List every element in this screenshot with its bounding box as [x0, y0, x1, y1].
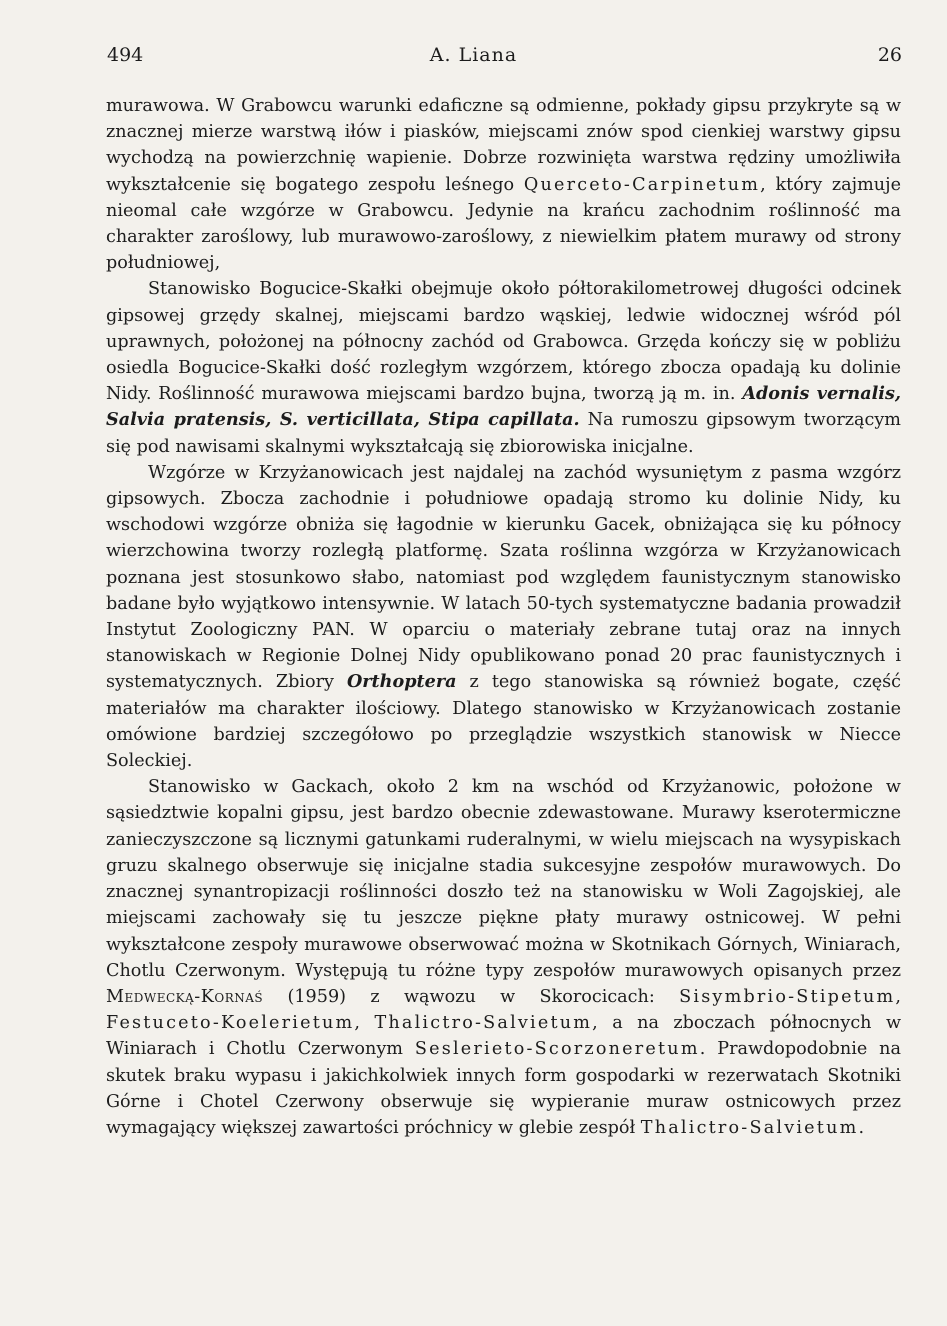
paragraph	[106, 460, 901, 774]
text-run: murawowa. W Grabowcu warunki edaficzne są odmienne, pokłady gipsu przykryte są w znacznej mierze warstwą iłów i piasków, miejscami znów spod cienkiej warstwy gipsu wychodzą na powierzchnię wapienie. Dobrze rozwinięta warstwa rędziny umożliwiła wykształcenie się bogatego zespołu leśnego	[106, 96, 901, 195]
text-run: Stanowisko w Gackach, około 2 km na wschód od Krzyżanowic, położone w sąsiedztwie kopalni gipsu, jest bardzo obecnie zdewastowane. Murawy kserotermiczne zanieczyszczone są licznymi gatunkami ruderalnymi, w wielu miejscach na wysypiskach gruzu skalnego obserwuje się inicjalne stadia sukcesyjne zespołów murawowych. Do znacznej synantropizacji roślinności doszło też na stanowisku w Woli Zagojskiej, ale miejscami zachowały się tu jeszcze piękne płaty murawy ostnicowej. W pełni wykształcone zespoły murawowe obserwować można w Skotnikach Górnych, Winiarach, Chotlu Czerwonym. Występują tu różne typy zespołów murawowych opisanych przez	[106, 777, 901, 981]
page-number: 494	[107, 44, 144, 66]
text-run: , który zajmuje nieomal całe wzgórze w Grabowcu. Jedynie na krańcu zachodnim roślinność ma charakter zaroślowy, lub murawowo-zaroślowy, z niewielkim płatem murawy od strony południowej,	[106, 174, 901, 274]
text-run: , a na zboczach północnych w Winiarach i Chotlu Czerwonym	[106, 1013, 902, 1060]
emphasis-run: Sisymbrio-Stipetum	[679, 986, 896, 1007]
text-run: ,	[354, 1013, 375, 1034]
paragraph	[106, 276, 901, 459]
emphasis-run: Thalictro-Salvietum	[374, 1013, 593, 1034]
running-header	[0, 44, 947, 74]
paragraph	[106, 93, 901, 276]
text-run: Stanowisko Bogucice-Skałki obejmuje około półtorakilometrowej długości odcinek gipsowej grzędy skalnej, miejscami bardzo wąskiej, ledwie widocznej wśród pól uprawnych, położonej na północny zachód od Grabowca. Grzęda kończy się w pobliżu osiedla Bogucice-Skałki dość rozległym wzgórzem, którego zbocza opadają ku dolinie Nidy. Roślinność murawowa miejscami bardzo bujna, tworzą ją m. in.	[106, 279, 901, 405]
section-number: 26	[877, 44, 902, 66]
emphasis-run: Festuceto-Koelerietum	[106, 1013, 355, 1034]
text-run: z tego stanowiska są również bogate, część materiałów ma charakter ilościowy. Dlatego stanowisko w Krzyżanowicach zostanie omówione bardziej szczegółowo po przeglądzie wszystkich stanowisk w Niecce Soleckiej.	[106, 672, 901, 772]
text-run: . Prawdopodobnie na skutek braku wypasu i jakichkolwiek innych form gospodarki w rezerwatach Skotniki Górne i Chotel Czerwony obserwuje się wypieranie muraw ostnicowych przez wymagający większej zawartości próchnicy w glebie zespół	[106, 1039, 901, 1138]
text-run: .	[858, 1117, 865, 1138]
emphasis-run: Querceto-Carpinetum	[523, 174, 761, 195]
emphasis-run: Medwecką-Kornaś	[106, 986, 264, 1007]
text-run: Wzgórze w Krzyżanowicach jest najdalej na zachód wysuniętym z pasma wzgórz gipsowych. Zbocza zachodnie i południowe opadają stromo ku dolinie Nidy, ku wschodowi wzgórze obniża się łagodnie w kierunku Gacek, obniżająca się ku północy wierzchowina tworzy rozległą platformę. Szata roślinna wzgórza w Krzyżanowicach poznana jest stosunkowo słabo, natomiast pod względem faunistycznym stanowisko badane było wyjątkowo intensywnie. W latach 50-tych systematyczne badania prowadził Instytut Zoologiczny PAN. W oparciu o materiały zebrane tutaj oraz na innych stanowiskach w Regionie Dolnej Nidy opublikowano ponad 20 prac faunistycznych i systematycznych. Zbiory	[106, 462, 901, 693]
text-run: (1959) z wąwozu w Skorocicach:	[263, 986, 680, 1007]
paragraph	[106, 774, 901, 1141]
emphasis-run: Orthoptera	[346, 671, 457, 693]
text-run: ,	[895, 986, 901, 1007]
emphasis-run: Adonis vernalis, Salvia pratensis, S. verticillata, Stipa capillata.	[106, 383, 902, 431]
text-run: Na rumoszu gipsowym tworzącym się pod nawisami skalnymi wykształcają się zbiorowiska inicjalne.	[106, 410, 901, 457]
body-text	[106, 93, 901, 1141]
emphasis-run: Seslerieto-Scorzoneretum	[414, 1039, 700, 1060]
emphasis-run: Thalictro-Salvietum	[640, 1117, 859, 1138]
running-author: A. Liana	[429, 44, 518, 66]
